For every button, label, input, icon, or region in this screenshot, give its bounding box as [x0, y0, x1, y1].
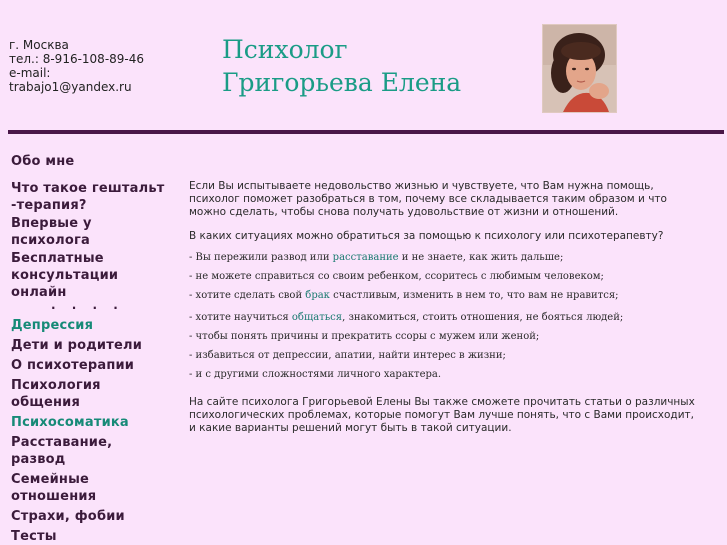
nav-item-divorce[interactable]: Расставание, развод	[11, 435, 113, 467]
portrait-photo	[542, 24, 617, 113]
nav-item-tests[interactable]: Тесты	[11, 529, 57, 544]
nav-item-depression[interactable]: Депрессия	[11, 318, 94, 333]
bullet-item: - не можете справиться со своим ребенком, ссоритесь с любимым человеком;	[189, 271, 604, 282]
nav-item-psychosomatics[interactable]: Психосоматика	[11, 415, 129, 430]
sidebar-nav	[11, 153, 171, 545]
email-label: e-mail:	[9, 66, 51, 80]
nav-item-free-consultations[interactable]: Бесплатные консультации онлайн	[11, 251, 119, 300]
nav-item-children-parents[interactable]: Дети и родители	[11, 338, 143, 353]
nav-item-psychotherapy[interactable]: О психотерапии	[11, 358, 135, 373]
link-separation[interactable]: расставание	[332, 252, 399, 263]
nav-item-fears[interactable]: Страхи, фобии	[11, 509, 125, 524]
nav-item-first-visit[interactable]: Впервые у психолога	[11, 216, 92, 248]
site-title	[222, 33, 461, 99]
bullet-item	[189, 289, 699, 302]
bullet-item: - чтобы понять причины и прекратить ссоры с мужем или женой;	[189, 331, 540, 342]
bullet-text: - Вы пережили развод или	[189, 252, 333, 263]
bullet-text: , знакомиться, стоить отношения, не бояться людей;	[342, 312, 624, 323]
outro-paragraph: На сайте психолога Григорьевой Елены Вы также сможете прочитать статьи о различных психологических проблемах, которые помогут Вам лучше понять, что с Вами происходит, и какие варианты решений могут быть в такой ситуации.	[189, 396, 695, 434]
bullet-item	[189, 251, 699, 264]
bullet-item: - избавиться от депрессии, апатии, найти интерес в жизни;	[189, 350, 506, 361]
city: г. Москва	[9, 38, 69, 52]
nav-dots: · · · ·	[51, 301, 124, 315]
link-marriage[interactable]: брак	[305, 290, 330, 301]
bullet-item	[189, 311, 699, 324]
main-content	[189, 180, 699, 435]
contact-info	[9, 38, 144, 94]
bullet-item: - и с другими сложностями личного характера.	[189, 369, 442, 380]
link-communication[interactable]: общаться	[291, 312, 343, 323]
phone: тел.: 8-916-108-89-46	[9, 52, 145, 66]
nav-item-communication[interactable]: Психология общения	[11, 378, 101, 410]
question-paragraph: В каких ситуациях можно обратиться за помощью к психологу или психотерапевту?	[189, 230, 664, 242]
nav-item-gestalt[interactable]: Что такое гештальт -терапия?	[11, 181, 165, 213]
header-divider	[8, 130, 724, 134]
nav-item-family[interactable]: Семейные отношения	[11, 472, 97, 504]
email: trabajo1@yandex.ru	[9, 80, 132, 94]
title-line-2: Григорьева Елена	[222, 68, 462, 97]
bullet-text: счастливым, изменить в нем то, что вам не нравится;	[329, 290, 619, 301]
nav-item-about[interactable]: Обо мне	[11, 154, 75, 169]
intro-paragraph: Если Вы испытываете недовольство жизнью и чувствуете, что Вам нужна помощь, психолог поможет разобраться в том, почему все складывается таким образом и что можно сделать, чтобы снова получать удовольствие от жизни и отношений.	[189, 180, 667, 218]
bullet-text: - хотите сделать свой	[189, 290, 306, 301]
bullet-text: - хотите научиться	[189, 312, 292, 323]
bullet-text: и не знаете, как жить дальше;	[398, 252, 564, 263]
title-line-1: Психолог	[222, 35, 348, 64]
